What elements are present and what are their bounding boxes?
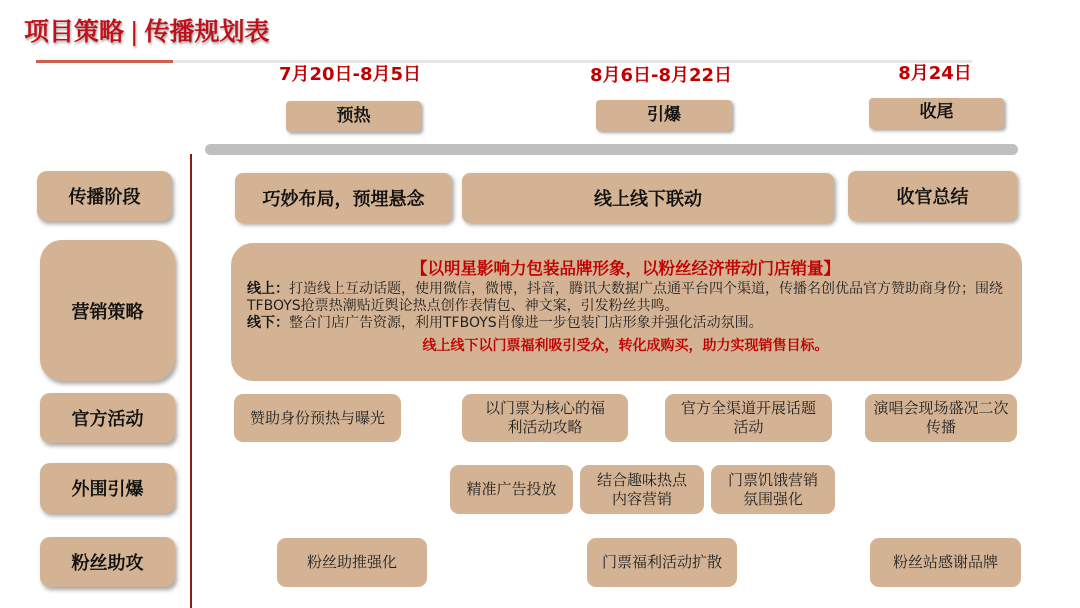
row-label-stage [37,171,172,221]
strategy-offline [247,315,1004,332]
timeline-bar [205,144,1018,155]
phase-warmup: 预热 [286,101,421,132]
row-label-text: 传播阶段 [68,187,141,208]
strategy-conclusion: 线上线下以门票福利吸引受众，转化成购买，助力实现销售目标。 [422,338,829,354]
title-left: 项目策略 [24,17,125,46]
stage-item [235,173,452,223]
stage-item-text: 巧妙布局，预埋悬念 [262,189,425,210]
row-label-text: 外围引爆 [71,479,144,500]
external-item [711,465,835,514]
row-label-text: 粉丝助攻 [71,553,144,574]
phase-burst: 引爆 [596,100,732,131]
stage-item [462,173,834,223]
offline-label: 线下： [247,315,289,331]
fans-item-text: 粉丝助推强化 [306,553,397,571]
title-right: 传播规划表 [144,17,270,46]
offline-text: 整合门店广告资源，利用TFBOYS肖像进一步包装门店形象并强化活动氛围。 [289,315,763,331]
stage-item [848,171,1017,221]
official-item-text: 演唱会现场盛况二次传播 [873,399,1009,436]
external-item [450,465,573,514]
phase-date-close: 8月24日 [898,63,972,84]
row-label-external [40,463,175,513]
row-label-text: 官方活动 [71,409,144,430]
external-item-text: 精准广告投放 [466,480,557,498]
official-item [234,394,401,442]
row-label-text: 营销策略 [71,301,144,323]
fans-item-text: 门票福利活动扩散 [601,553,722,571]
phase-date-burst: 8月6日-8月22日 [589,65,733,86]
header-rule [36,60,972,63]
external-item-text: 结合趣味热点内容营销 [596,470,687,508]
stage-item-text: 收官总结 [896,187,969,208]
header-rule-accent [36,60,173,63]
online-label: 线上： [247,281,289,297]
stage-item-text: 线上线下联动 [594,189,702,210]
fans-item [587,538,737,587]
title-separator: | [130,17,139,46]
fans-item-text: 粉丝站感谢品牌 [892,553,998,571]
row-label-fans [40,537,175,587]
official-item-text: 官方全渠道开展话题活动 [680,399,816,436]
strategy-online [247,281,1004,315]
strategy-panel [231,243,1022,381]
official-item [462,394,628,442]
official-item-text: 赞助身份预热与曝光 [249,408,385,427]
fans-item [277,538,427,587]
official-item [665,394,832,442]
online-text: 打造线上互动话题，使用微信，微博，抖音，腾讯大数据广点通平台四个渠道，传播名创优品官方赞助商身份；围绕TFBOYS抢票热潮贴近舆论热点创作表情包、神文案，引发粉丝共鸣。 [247,281,1003,314]
external-item [580,465,704,514]
phase-close: 收尾 [869,98,1004,129]
official-item-text: 以门票为核心的福利活动攻略 [484,399,605,436]
row-label-strategy [40,240,175,381]
row-label-official [40,393,175,443]
strategy-headline: 【以明星影响力包装品牌形象，以粉丝经济带动门店销量】 [411,259,840,278]
fans-item [870,538,1021,587]
page-title [24,12,269,52]
external-item-text: 门票饥饿营销氛围强化 [727,470,818,508]
column-divider [190,154,192,608]
official-item [865,394,1017,442]
phase-date-warmup: 7月20日-8月5日 [278,64,422,85]
